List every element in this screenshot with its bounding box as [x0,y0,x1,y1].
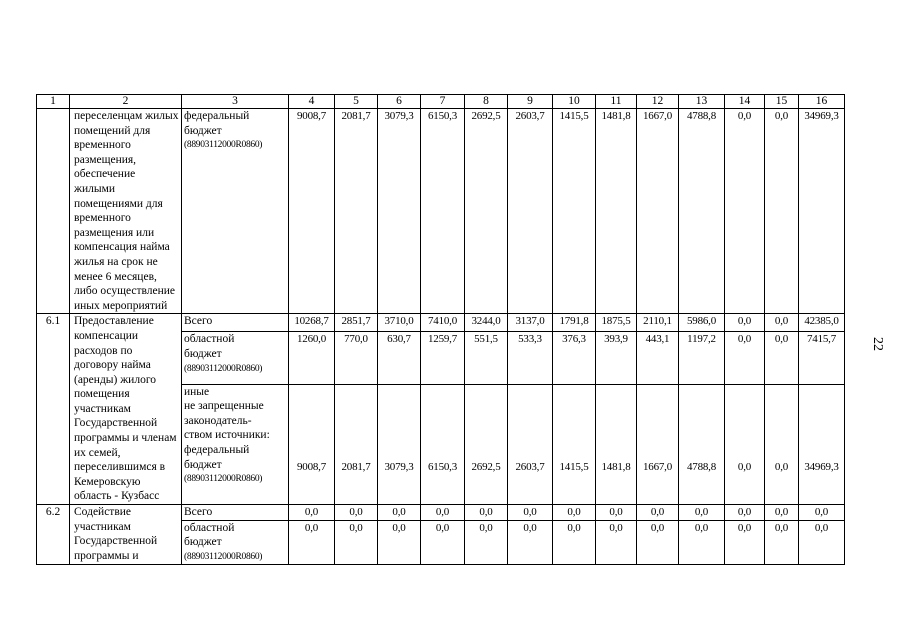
source-line: не запрещенные [184,400,264,413]
value-cell: 0,0 [289,520,335,565]
value-cell: 0,0 [725,332,765,384]
funding-source [182,109,289,314]
row-index: 6.2 [37,505,70,565]
value-cell: 34969,3 [799,109,845,314]
value-cell: 42385,0 [799,314,845,332]
value-cell: 0,0 [335,505,378,521]
value-cell: 0,0 [765,332,799,384]
value-cell: 1667,0 [637,384,679,504]
measure-description: Предоставление компенсации расходов по договору найма (аренды) жилого помещения участникам Государственной программы и членам их семей, переселившимся в Кемеровскую область - Кузбасс [70,314,182,505]
value-cell: 0,0 [553,505,596,521]
value-cell: 0,0 [289,505,335,521]
source-line: федеральный [184,110,250,122]
header-cell: 4 [289,95,335,109]
value-cell: 0,0 [637,520,679,565]
value-cell: 7410,0 [421,314,465,332]
value-cell: 0,0 [725,384,765,504]
source-line: областной [184,521,235,534]
value-cell: 2851,7 [335,314,378,332]
source-line: иные [184,385,210,398]
value-cell: 1481,8 [596,384,637,504]
funding-source [182,384,289,504]
value-cell: 3244,0 [465,314,508,332]
value-cell: 0,0 [596,505,637,521]
value-cell: 2081,7 [335,384,378,504]
budget-code: (88903112000R0860) [184,474,263,485]
value-cell: 376,3 [553,332,596,384]
value-cell: 9008,7 [289,109,335,314]
value-cell: 0,0 [679,505,725,521]
header-cell: 2 [70,95,182,109]
value-cell: 2692,5 [465,109,508,314]
value-cell: 393,9 [596,332,637,384]
value-cell: 533,3 [508,332,553,384]
value-cell: 2110,1 [637,314,679,332]
value-cell: 3079,3 [378,384,421,504]
funding-source-total: Всего [182,314,289,332]
value-cell: 1260,0 [289,332,335,384]
value-cell: 1875,5 [596,314,637,332]
funding-source-total: Всего [182,505,289,521]
value-cell: 770,0 [335,332,378,384]
header-cell: 1 [37,95,70,109]
table-row [37,109,845,314]
source-line: федеральный [184,444,250,457]
column-number-row [37,95,845,109]
header-cell: 15 [765,95,799,109]
value-cell: 443,1 [637,332,679,384]
value-cell: 0,0 [765,520,799,565]
value-cell: 0,0 [596,520,637,565]
value-cell: 0,0 [679,520,725,565]
value-cell: 1259,7 [421,332,465,384]
table-row [37,314,845,332]
source-line: ством источники: [184,429,270,442]
source-line: бюджет [184,348,222,361]
header-cell: 13 [679,95,725,109]
row-index: 6.1 [37,314,70,505]
value-cell: 1667,0 [637,109,679,314]
header-cell: 11 [596,95,637,109]
value-cell: 0,0 [725,314,765,332]
value-cell: 1415,5 [553,384,596,504]
value-cell: 3137,0 [508,314,553,332]
value-cell: 0,0 [799,505,845,521]
measure-description: Содействие участникам Государственной программы и [70,505,182,565]
value-cell: 0,0 [421,520,465,565]
value-cell: 0,0 [725,505,765,521]
value-cell: 4788,8 [679,384,725,504]
source-line: бюджет [184,124,222,137]
value-cell: 0,0 [765,109,799,314]
row-index-cell [37,109,70,314]
value-cell: 0,0 [765,314,799,332]
value-cell: 0,0 [725,520,765,565]
header-cell: 14 [725,95,765,109]
value-cell: 4788,8 [679,109,725,314]
value-cell: 0,0 [637,505,679,521]
budget-table [36,94,845,565]
value-cell: 0,0 [799,520,845,565]
budget-code: (88903112000R0860) [184,363,263,374]
value-cell: 6150,3 [421,384,465,504]
header-cell: 10 [553,95,596,109]
header-cell: 9 [508,95,553,109]
value-cell: 551,5 [465,332,508,384]
value-cell: 10268,7 [289,314,335,332]
value-cell: 1415,5 [553,109,596,314]
value-cell: 0,0 [421,505,465,521]
value-cell: 0,0 [725,109,765,314]
header-cell: 3 [182,95,289,109]
header-cell: 16 [799,95,845,109]
value-cell: 1791,8 [553,314,596,332]
value-cell: 0,0 [335,520,378,565]
value-cell: 7415,7 [799,332,845,384]
value-cell: 1481,8 [596,109,637,314]
value-cell: 0,0 [378,505,421,521]
value-cell: 3710,0 [378,314,421,332]
header-cell: 7 [421,95,465,109]
value-cell: 1197,2 [679,332,725,384]
value-cell: 0,0 [465,505,508,521]
header-cell: 6 [378,95,421,109]
source-line: законодатель- [184,414,252,427]
header-cell: 5 [335,95,378,109]
value-cell: 34969,3 [799,384,845,504]
value-cell: 0,0 [378,520,421,565]
value-cell: 2081,7 [335,109,378,314]
value-cell: 630,7 [378,332,421,384]
value-cell: 0,0 [465,520,508,565]
value-cell: 2603,7 [508,384,553,504]
value-cell: 9008,7 [289,384,335,504]
header-cell: 8 [465,95,508,109]
page-number: 22 [870,337,885,351]
value-cell: 0,0 [765,384,799,504]
funding-source [182,520,289,565]
funding-source [182,332,289,384]
source-line: бюджет [184,458,222,471]
budget-code: (88903112000R0860) [184,140,263,151]
source-line: областной [184,333,235,346]
table-row [37,505,845,521]
measure-description: переселенцам жилых помещений для временного размещения, обеспечение жилыми помещениями для временного размещения или компенсация найма жилья на срок не менее 6 месяцев, либо осуществление иных мероприятий [70,109,182,314]
value-cell: 0,0 [508,520,553,565]
value-cell: 3079,3 [378,109,421,314]
source-line: бюджет [184,536,222,549]
header-cell: 12 [637,95,679,109]
value-cell: 0,0 [508,505,553,521]
budget-code: (88903112000R0860) [184,551,263,562]
value-cell: 0,0 [765,505,799,521]
value-cell: 0,0 [553,520,596,565]
value-cell: 5986,0 [679,314,725,332]
value-cell: 2603,7 [508,109,553,314]
value-cell: 6150,3 [421,109,465,314]
value-cell: 2692,5 [465,384,508,504]
